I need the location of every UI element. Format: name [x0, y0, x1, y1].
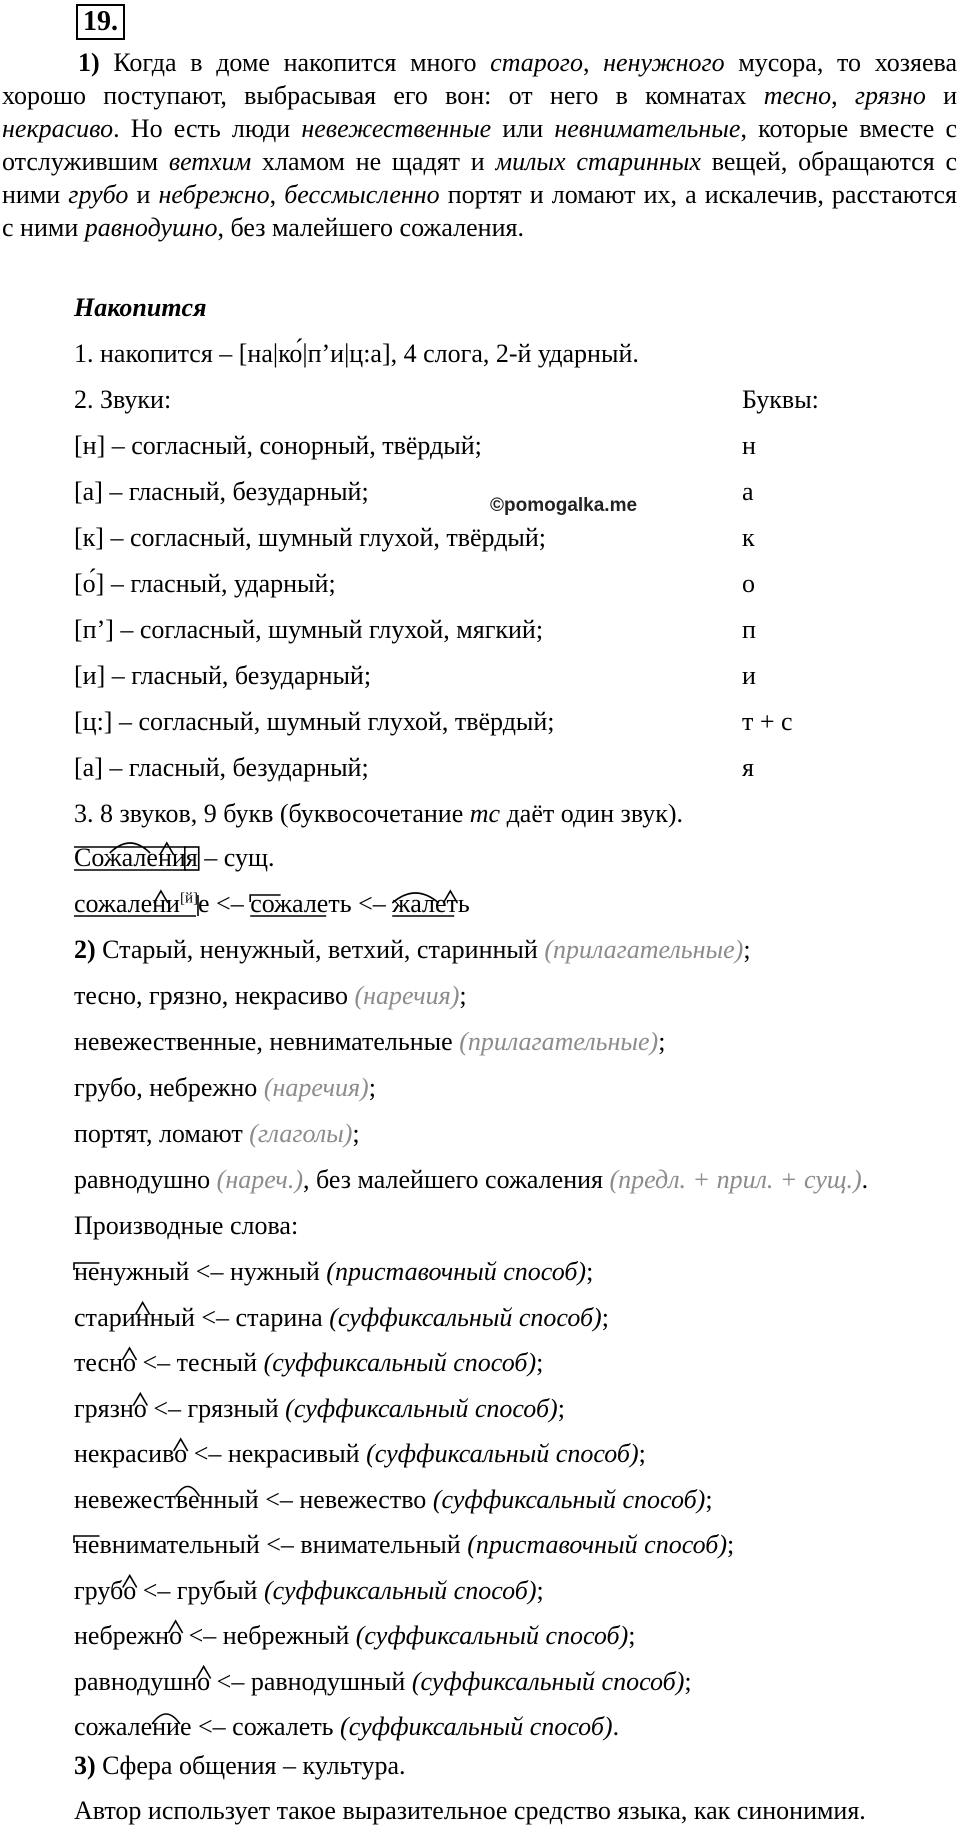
derived-word: сожаление [74, 1712, 192, 1741]
text-segment: грубо [68, 180, 129, 209]
derived-word-line: невежественный <– невежество (суффиксальный способ); [74, 1484, 713, 1514]
text-segment: или [491, 114, 555, 143]
text-segment: невнимательные [554, 114, 741, 143]
text-segment: невежественные [301, 114, 492, 143]
text-segment: и [925, 81, 957, 110]
summary-line: 3. 8 звуков, 9 букв (буквосочетание тс даёт один звук). [74, 799, 684, 828]
part-of-speech-line: невежественные, невнимательные (прилагательные); [74, 1027, 666, 1056]
text-segment: ветхим [168, 147, 252, 176]
derived-word-line: небрежно <– небрежный (суффиксальный способ); [74, 1621, 636, 1650]
text-segment: Когда в доме накопится много [113, 48, 491, 77]
text-segment: бессмысленно [284, 180, 440, 209]
sound-letter: к [742, 523, 755, 552]
text-segment: 1) [78, 48, 114, 77]
sound-description: [о́] – гласный, ударный; [74, 569, 336, 598]
derived-word: старинный [74, 1302, 195, 1332]
derived-word: невнимательный [74, 1530, 260, 1559]
derived-word-line: равнодушно <– равнодушный (суффиксальный способ); [74, 1666, 692, 1696]
sound-letter: о [742, 569, 755, 598]
text-segment: , которые вместе с отслужившим [2, 114, 957, 176]
part-of-speech-line: 2) Старый, ненужный, ветхий, старинный (прилагательные); [74, 935, 751, 964]
part-of-speech-line: тесно, грязно, некрасиво (наречия); [74, 981, 467, 1010]
sound-description: [а] – гласный, безударный; [74, 753, 369, 782]
derived-word-line: тесно <– тесный (суффиксальный способ); [74, 1348, 544, 1377]
derived-word-line: грубо <– грубый (суффиксальный способ); [74, 1575, 544, 1605]
derivation-chain: сожалени[й]е <– сожалеть <– жалеть [74, 889, 470, 918]
text-segment: и [128, 180, 159, 209]
derived-word: ненужный [74, 1257, 190, 1286]
sound-letter: т + с [742, 707, 793, 736]
source-text [2, 46, 957, 244]
analysis-heading: Накопится [74, 293, 207, 322]
part-of-speech-line: равнодушно (нареч.), без малейшего сожаления (предл. + прил. + сущ.). [74, 1165, 869, 1194]
part-3-line: 3) Сфера общения – культура. [74, 1751, 406, 1780]
text-segment: грязно [854, 81, 926, 110]
derived-word: тесно [74, 1348, 137, 1377]
sound-description: [ц:] – согласный, шумный глухой, твёрдый; [74, 707, 555, 736]
derived-word-line: некрасиво <– некрасивый (суффиксальный способ); [74, 1439, 646, 1468]
text-segment: старого [490, 48, 583, 77]
syllable-line: 1. накопится – [на|ко́|п’и|ц:а], 4 слога, 2-й ударный. [74, 339, 639, 368]
watermark: ©pomogalka.me [490, 495, 638, 516]
derived-word: невежественный [74, 1484, 259, 1514]
text-segment: , [582, 48, 604, 77]
sound-description: [н] – согласный, сонорный, твёрдый; [74, 431, 482, 460]
derived-word: грязно [74, 1393, 147, 1423]
text-segment: небрежно [158, 180, 270, 209]
letters-label: Буквы: [742, 385, 819, 414]
exercise-number: 19. [76, 4, 125, 40]
text-segment: , без малейшего сожаления. [217, 213, 524, 242]
text-segment: , [269, 180, 285, 209]
sound-letter: а [742, 477, 754, 506]
derived-word: грубо [74, 1575, 137, 1605]
part-of-speech-line: грубо, небрежно (наречия); [74, 1073, 376, 1102]
morpheme-word: Сожаления – сущ. [74, 843, 275, 872]
sound-description: [и] – гласный, безударный; [74, 661, 372, 690]
derived-word: некрасиво [74, 1439, 188, 1468]
text-segment: некрасиво [2, 114, 114, 143]
text-segment: вещей, обращаются с ними [2, 147, 957, 209]
sound-description: [п’] – согласный, шумный глухой, мягкий; [74, 615, 544, 644]
sound-letter: я [742, 753, 754, 782]
derived-word-line: сожаление <– сожалеть (суффиксальный способ). [74, 1712, 620, 1741]
sounds-label: 2. Звуки: [74, 385, 172, 414]
morpheme-ending: я [185, 843, 198, 872]
text-segment: . Но есть люди [113, 114, 302, 143]
sound-letter: н [742, 431, 756, 460]
derived-word-line: старинный <– старина (суффиксальный способ); [74, 1302, 609, 1332]
derived-word-line: невнимательный <– внимательный (приставочный способ); [74, 1530, 735, 1559]
part-3-conclusion: Автор использует такое выразительное средство языка, как синонимия. [74, 1796, 866, 1825]
derived-word: равнодушно [74, 1666, 211, 1696]
text-segment: тесно [763, 81, 832, 110]
text-segment: равнодушно [84, 213, 218, 242]
sound-description: [к] – согласный, шумный глухой, твёрдый; [74, 523, 547, 552]
sound-letter: и [742, 661, 756, 690]
text-segment: ненужного [603, 48, 725, 77]
derived-word: небрежно [74, 1621, 183, 1650]
morpheme-stem: Сожалени [74, 843, 186, 872]
derived-label: Производные слова: [74, 1211, 299, 1240]
text-segment: милых старинных [495, 147, 701, 176]
text-segment: мусора, то хозяева хорошо поступают, выбрасывая его вон: от него в комнатах [2, 48, 958, 110]
text-segment: хламом не щадят и [251, 147, 496, 176]
derived-word-line: грязно <– грязный (суффиксальный способ); [74, 1393, 565, 1423]
sound-letter: п [742, 615, 756, 644]
text-segment: портят и ломают их, а искалечив, расстаются с ними [2, 180, 958, 242]
text-segment: , [831, 81, 855, 110]
sound-description: [а] – гласный, безударный; [74, 477, 369, 506]
part-of-speech-line: портят, ломают (глаголы); [74, 1119, 360, 1148]
derived-word-line: ненужный <– нужный (приставочный способ); [74, 1257, 594, 1286]
